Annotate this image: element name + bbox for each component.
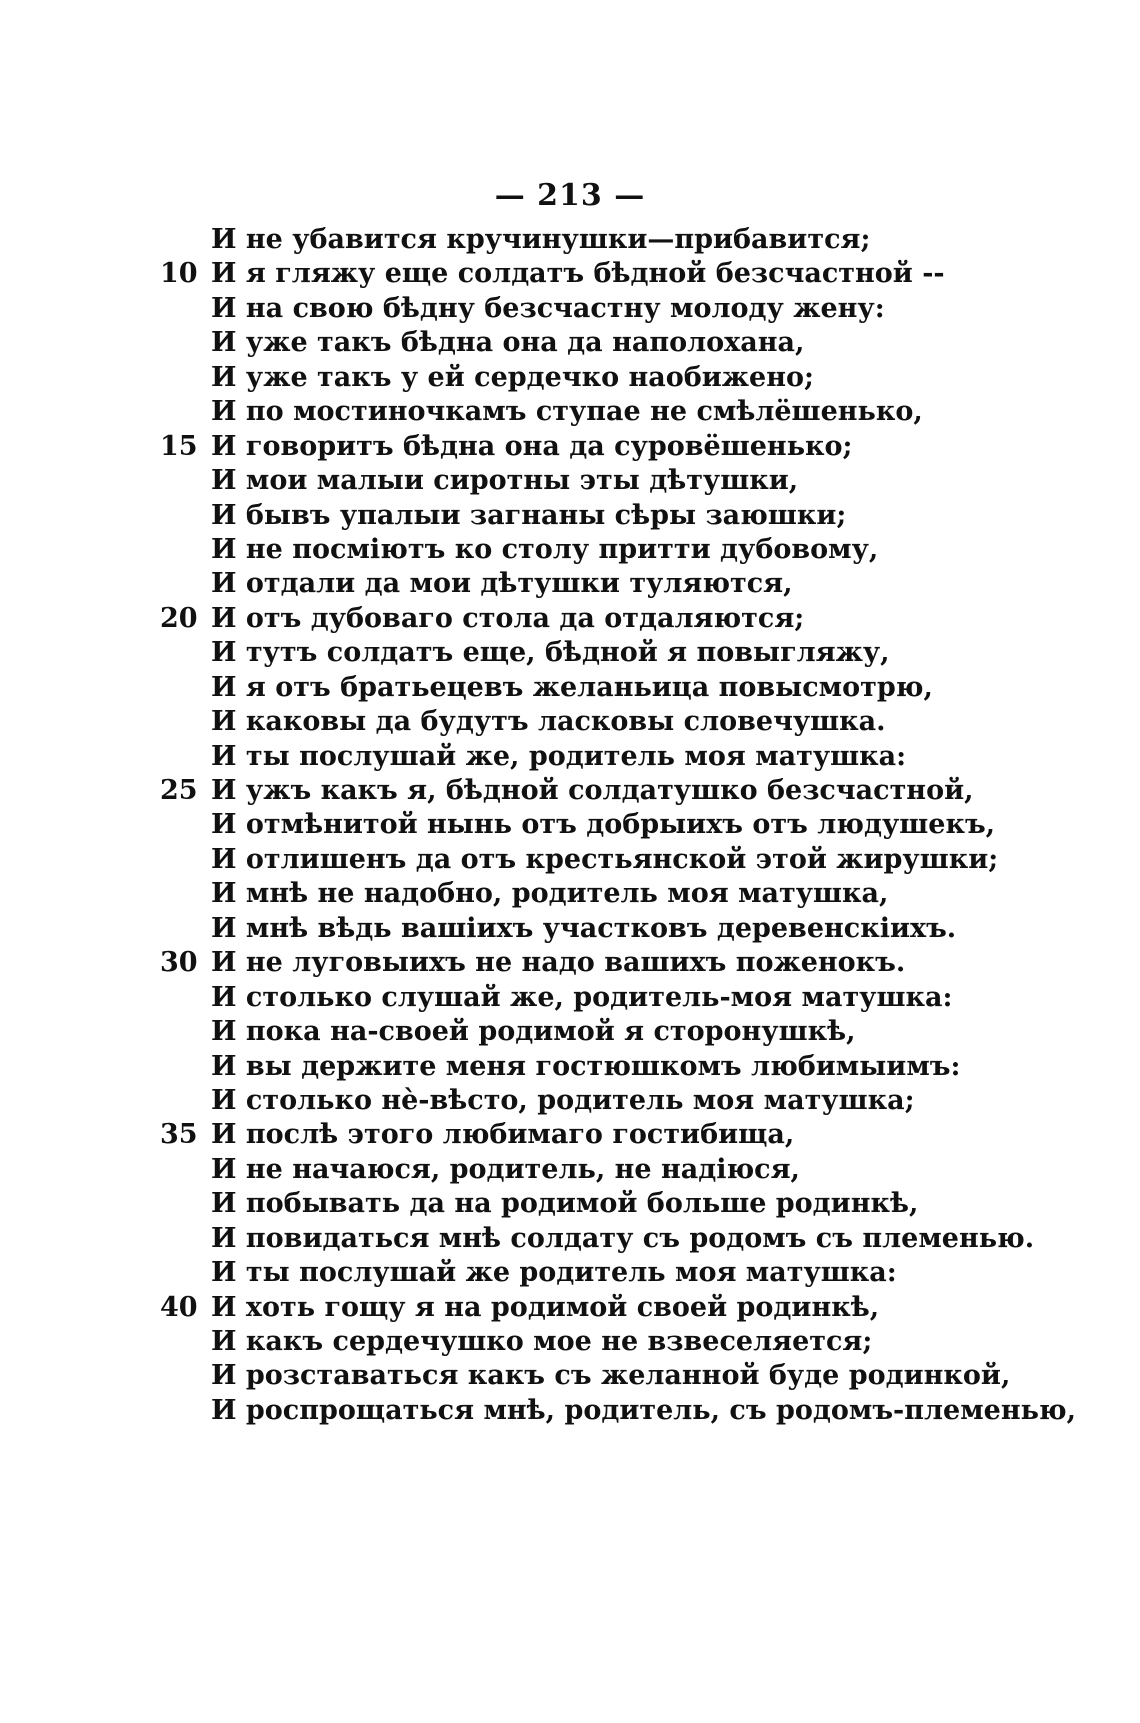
poem-line	[0, 636, 1140, 670]
poem-line	[0, 1015, 1140, 1049]
poem-line	[0, 567, 1140, 601]
line-number: 20	[160, 602, 198, 634]
poem-line	[0, 912, 1140, 946]
page-number: — 213 —	[494, 178, 646, 213]
poem-line	[0, 1153, 1140, 1187]
line-number: 40	[160, 1291, 198, 1323]
line-number: 15	[160, 430, 198, 462]
poem-line	[0, 671, 1140, 705]
poem-line	[0, 1050, 1140, 1084]
poem-line	[0, 1359, 1140, 1393]
line-text: И по мостиночкамъ ступае не смѣлёшенько,	[211, 396, 923, 428]
line-text: И отъ дубоваго стола да отдаляются;	[211, 602, 805, 634]
line-text: И не убавится кручинушки—прибавится;	[211, 224, 871, 255]
poem-line	[0, 292, 1140, 326]
poem-line	[0, 1084, 1140, 1118]
line-text: И тутъ солдатъ еще, бѣдной я повыгляжу,	[211, 637, 890, 669]
line-number: 25	[160, 775, 198, 806]
line-text: И уже такъ у ей сердечко наобижено;	[211, 361, 814, 393]
line-text: И ты послушай же, родитель моя матушка:	[211, 740, 907, 772]
line-text: И не посмiютъ ко столу притти дубовому,	[211, 533, 879, 565]
line-text: И уже такъ бѣдна она да наполохана,	[211, 327, 805, 359]
poem-line	[0, 705, 1140, 739]
poem-line	[0, 223, 1140, 257]
line-text: И каковы да будутъ ласковы словечушка.	[211, 706, 886, 738]
poem-line	[0, 774, 1140, 808]
poem-line	[0, 1118, 1140, 1152]
line-text: И побывать да на родимой больше родинкѣ,	[211, 1188, 919, 1220]
poem-line	[0, 1222, 1140, 1256]
line-text: И я отъ братьецевъ желаньица повысмотрю,	[211, 671, 933, 703]
line-text: И пока на-своей родимой я сторонушкѣ,	[211, 1016, 856, 1048]
poem-line	[0, 877, 1140, 911]
line-text: И мнѣ не надобно, родитель моя матушка,	[211, 878, 889, 910]
line-text: И не луговыихъ не надо вашихъ поженокъ.	[211, 947, 906, 979]
line-text: И послѣ этого любимаго гостибища,	[211, 1119, 795, 1151]
line-text: И розставаться какъ съ желанной буде родинкой,	[211, 1360, 1011, 1392]
line-number: 30	[160, 947, 198, 979]
poem-line	[0, 395, 1140, 429]
line-text: И на свою бѣдну безсчастну молоду жену:	[211, 292, 885, 324]
poem-line	[0, 430, 1140, 464]
line-text: И бывъ упалыи загнаны сѣры заюшки;	[211, 499, 847, 531]
poem-line	[0, 946, 1140, 980]
poem-line	[0, 533, 1140, 567]
line-text: И говоритъ бѣдна она да суровёшенько;	[211, 430, 853, 462]
line-text: И отмѣнитой нынь отъ добрыихъ отъ людушекъ,	[211, 809, 996, 841]
poem-line	[0, 257, 1140, 291]
line-text: И повидаться мнѣ солдату съ родомъ съ племенью.	[211, 1222, 1035, 1254]
line-text: И отлишенъ да отъ крестьянской этой жирушки;	[211, 843, 999, 875]
line-text: И столько нѐ-вѣсто, родитель моя матушка;	[211, 1084, 915, 1116]
poem-line	[0, 808, 1140, 842]
poem-line	[0, 1256, 1140, 1290]
poem-line	[0, 1394, 1140, 1428]
line-text: И вы держите меня гостюшкомъ любимыимъ:	[211, 1050, 961, 1082]
poem-line	[0, 499, 1140, 533]
poem-line	[0, 740, 1140, 774]
line-text: И я гляжу еще солдатъ бѣдной безсчастной --	[211, 258, 945, 290]
line-text: И отдали да мои дѣтушки туляются,	[211, 568, 793, 600]
poem-line	[0, 602, 1140, 636]
line-text: И столько слушай же, родитель-моя матушка:	[211, 981, 953, 1013]
line-text: И ты послушай же родитель моя матушка:	[211, 1257, 897, 1289]
poem-line	[0, 1325, 1140, 1359]
line-text: И роспрощаться мнѣ, родитель, съ родомъ-племенью,	[211, 1394, 1077, 1426]
line-text: И мои малыи сиротны эты дѣтушки,	[211, 465, 799, 497]
line-text: И какъ сердечушко мое не взвеселяется;	[211, 1326, 873, 1357]
poem-line	[0, 361, 1140, 395]
line-text: И ужъ какъ я, бѣдной солдатушко безсчастной,	[211, 775, 974, 806]
line-number: 35	[160, 1119, 198, 1151]
poem-body	[0, 223, 1140, 1428]
poem-line	[0, 981, 1140, 1015]
poem-line	[0, 1291, 1140, 1325]
line-number: 10	[160, 258, 198, 290]
poem-line	[0, 1187, 1140, 1221]
poem-line	[0, 464, 1140, 498]
line-text: И хоть гощу я на родимой своей родинкѣ,	[211, 1291, 880, 1323]
line-text: И мнѣ вѣдь вашiихъ участковъ деревенскiихъ.	[211, 912, 957, 944]
poem-line	[0, 326, 1140, 360]
line-text: И не начаюся, родитель, не надiюся,	[211, 1153, 800, 1185]
poem-line	[0, 843, 1140, 877]
